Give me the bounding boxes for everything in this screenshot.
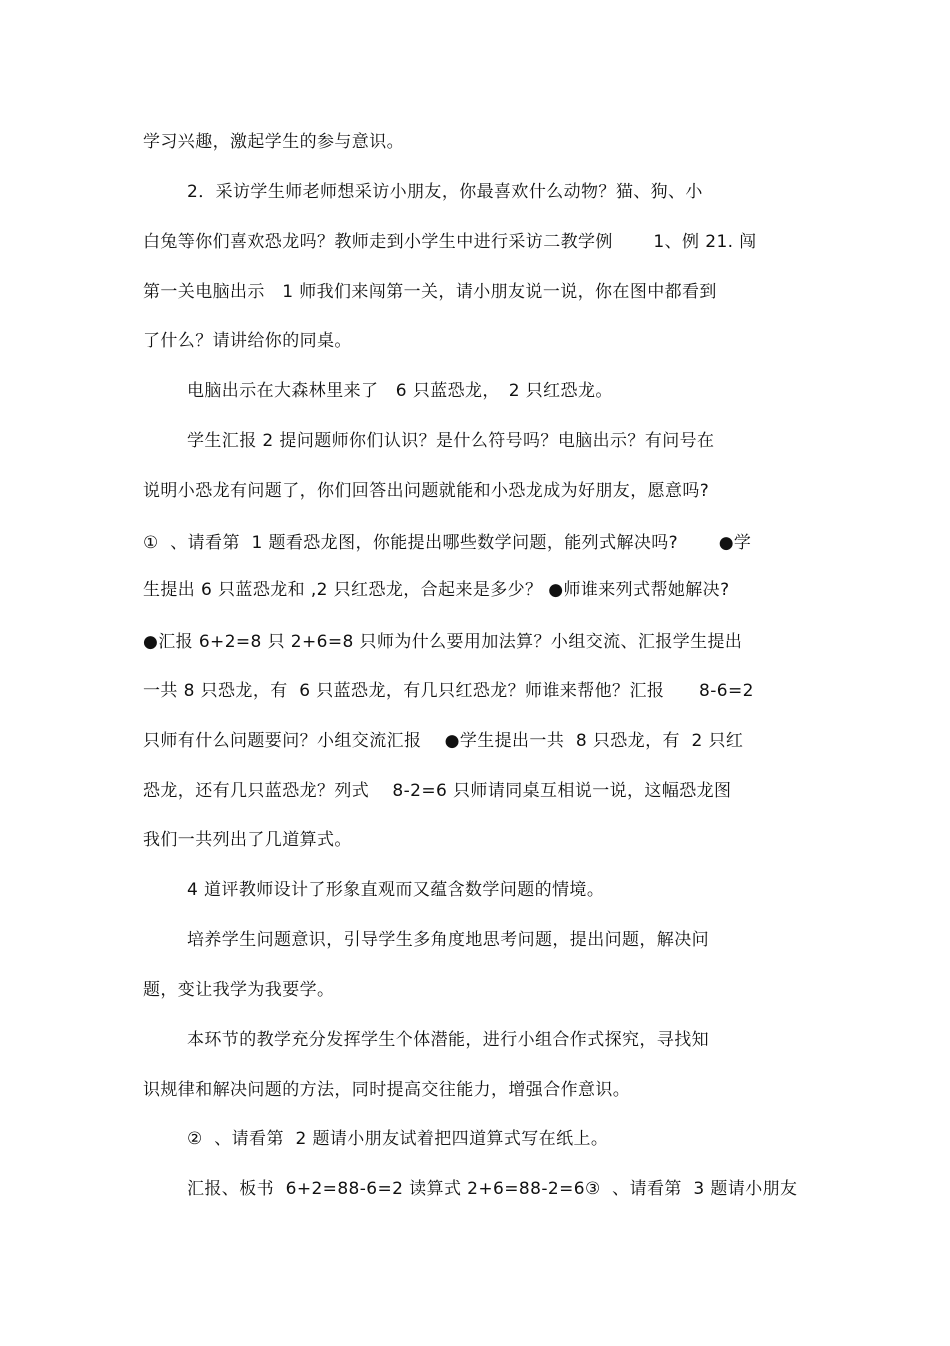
text-line-12: 一共 8 只恐龙，有 6 只蓝恐龙，有几只红恐龙？师谁来帮他？汇报 8-6=2 — [143, 681, 754, 701]
text-line-16: 4 道评教师设计了形象直观而又蕴含数学问题的情境。 — [187, 880, 605, 900]
text-line-13: 只师有什么问题要问？小组交流汇报 ●学生提出一共 8 只恐龙，有 2 只红 — [143, 731, 744, 751]
text-line-19: 本环节的教学充分发挥学生个体潜能，进行小组合作式探究，寻找知 — [187, 1030, 709, 1050]
text-line-20: 识规律和解决问题的方法，同时提高交往能力，增强合作意识。 — [143, 1080, 631, 1100]
text-line-4: 第一关电脑出示 1 师我们来闯第一关，请小朋友说一说，你在图中都看到 — [143, 282, 717, 302]
text-line-9: ① 、请看第 1 题看恐龙图，你能提出哪些数学问题，能列式解决吗? ●学 — [143, 533, 752, 553]
text-line-17: 培养学生问题意识，引导学生多角度地思考问题，提出问题，解决问 — [187, 930, 709, 950]
text-line-7: 学生汇报 2 提问题师你们认识？是什么符号吗？电脑出示？有问号在 — [187, 431, 715, 451]
text-line-1: 学习兴趣，激起学生的参与意识。 — [143, 132, 404, 152]
text-line-21: ② 、请看第 2 题请小朋友试着把四道算式写在纸上。 — [187, 1129, 609, 1149]
text-line-10: 生提出 6 只蓝恐龙和 ,2 只红恐龙，合起来是多少？ ●师谁来列式帮她解决? — [143, 580, 730, 600]
text-line-22: 汇报、板书 6+2=88-6=2 读算式 2+6=88-2=6③ 、请看第 3 题请小朋友 — [187, 1179, 798, 1199]
text-line-14: 恐龙，还有几只蓝恐龙？列式 8-2=6 只师请同桌互相说一说，这幅恐龙图 — [143, 781, 732, 801]
text-line-15: 我们一共列出了几道算式。 — [143, 830, 352, 850]
text-line-5: 了什么？请讲给你的同桌。 — [143, 331, 352, 351]
text-line-18: 题，变让我学为我要学。 — [143, 980, 335, 1000]
text-line-8: 说明小恐龙有问题了，你们回答出问题就能和小恐龙成为好朋友，愿意吗? — [143, 481, 710, 501]
text-line-6: 电脑出示在大森林里来了 6 只蓝恐龙， 2 只红恐龙。 — [187, 381, 613, 401]
text-line-2: 2．采访学生师老师想采访小朋友，你最喜欢什么动物？猫、狗、小 — [187, 182, 703, 202]
text-line-11: ●汇报 6+2=8 只 2+6=8 只师为什么要用加法算？小组交流、汇报学生提出 — [143, 632, 743, 652]
text-line-3: 白兔等你们喜欢恐龙吗？教师走到小学生中进行采访二教学例 1、例 21. 闯 — [143, 232, 757, 252]
